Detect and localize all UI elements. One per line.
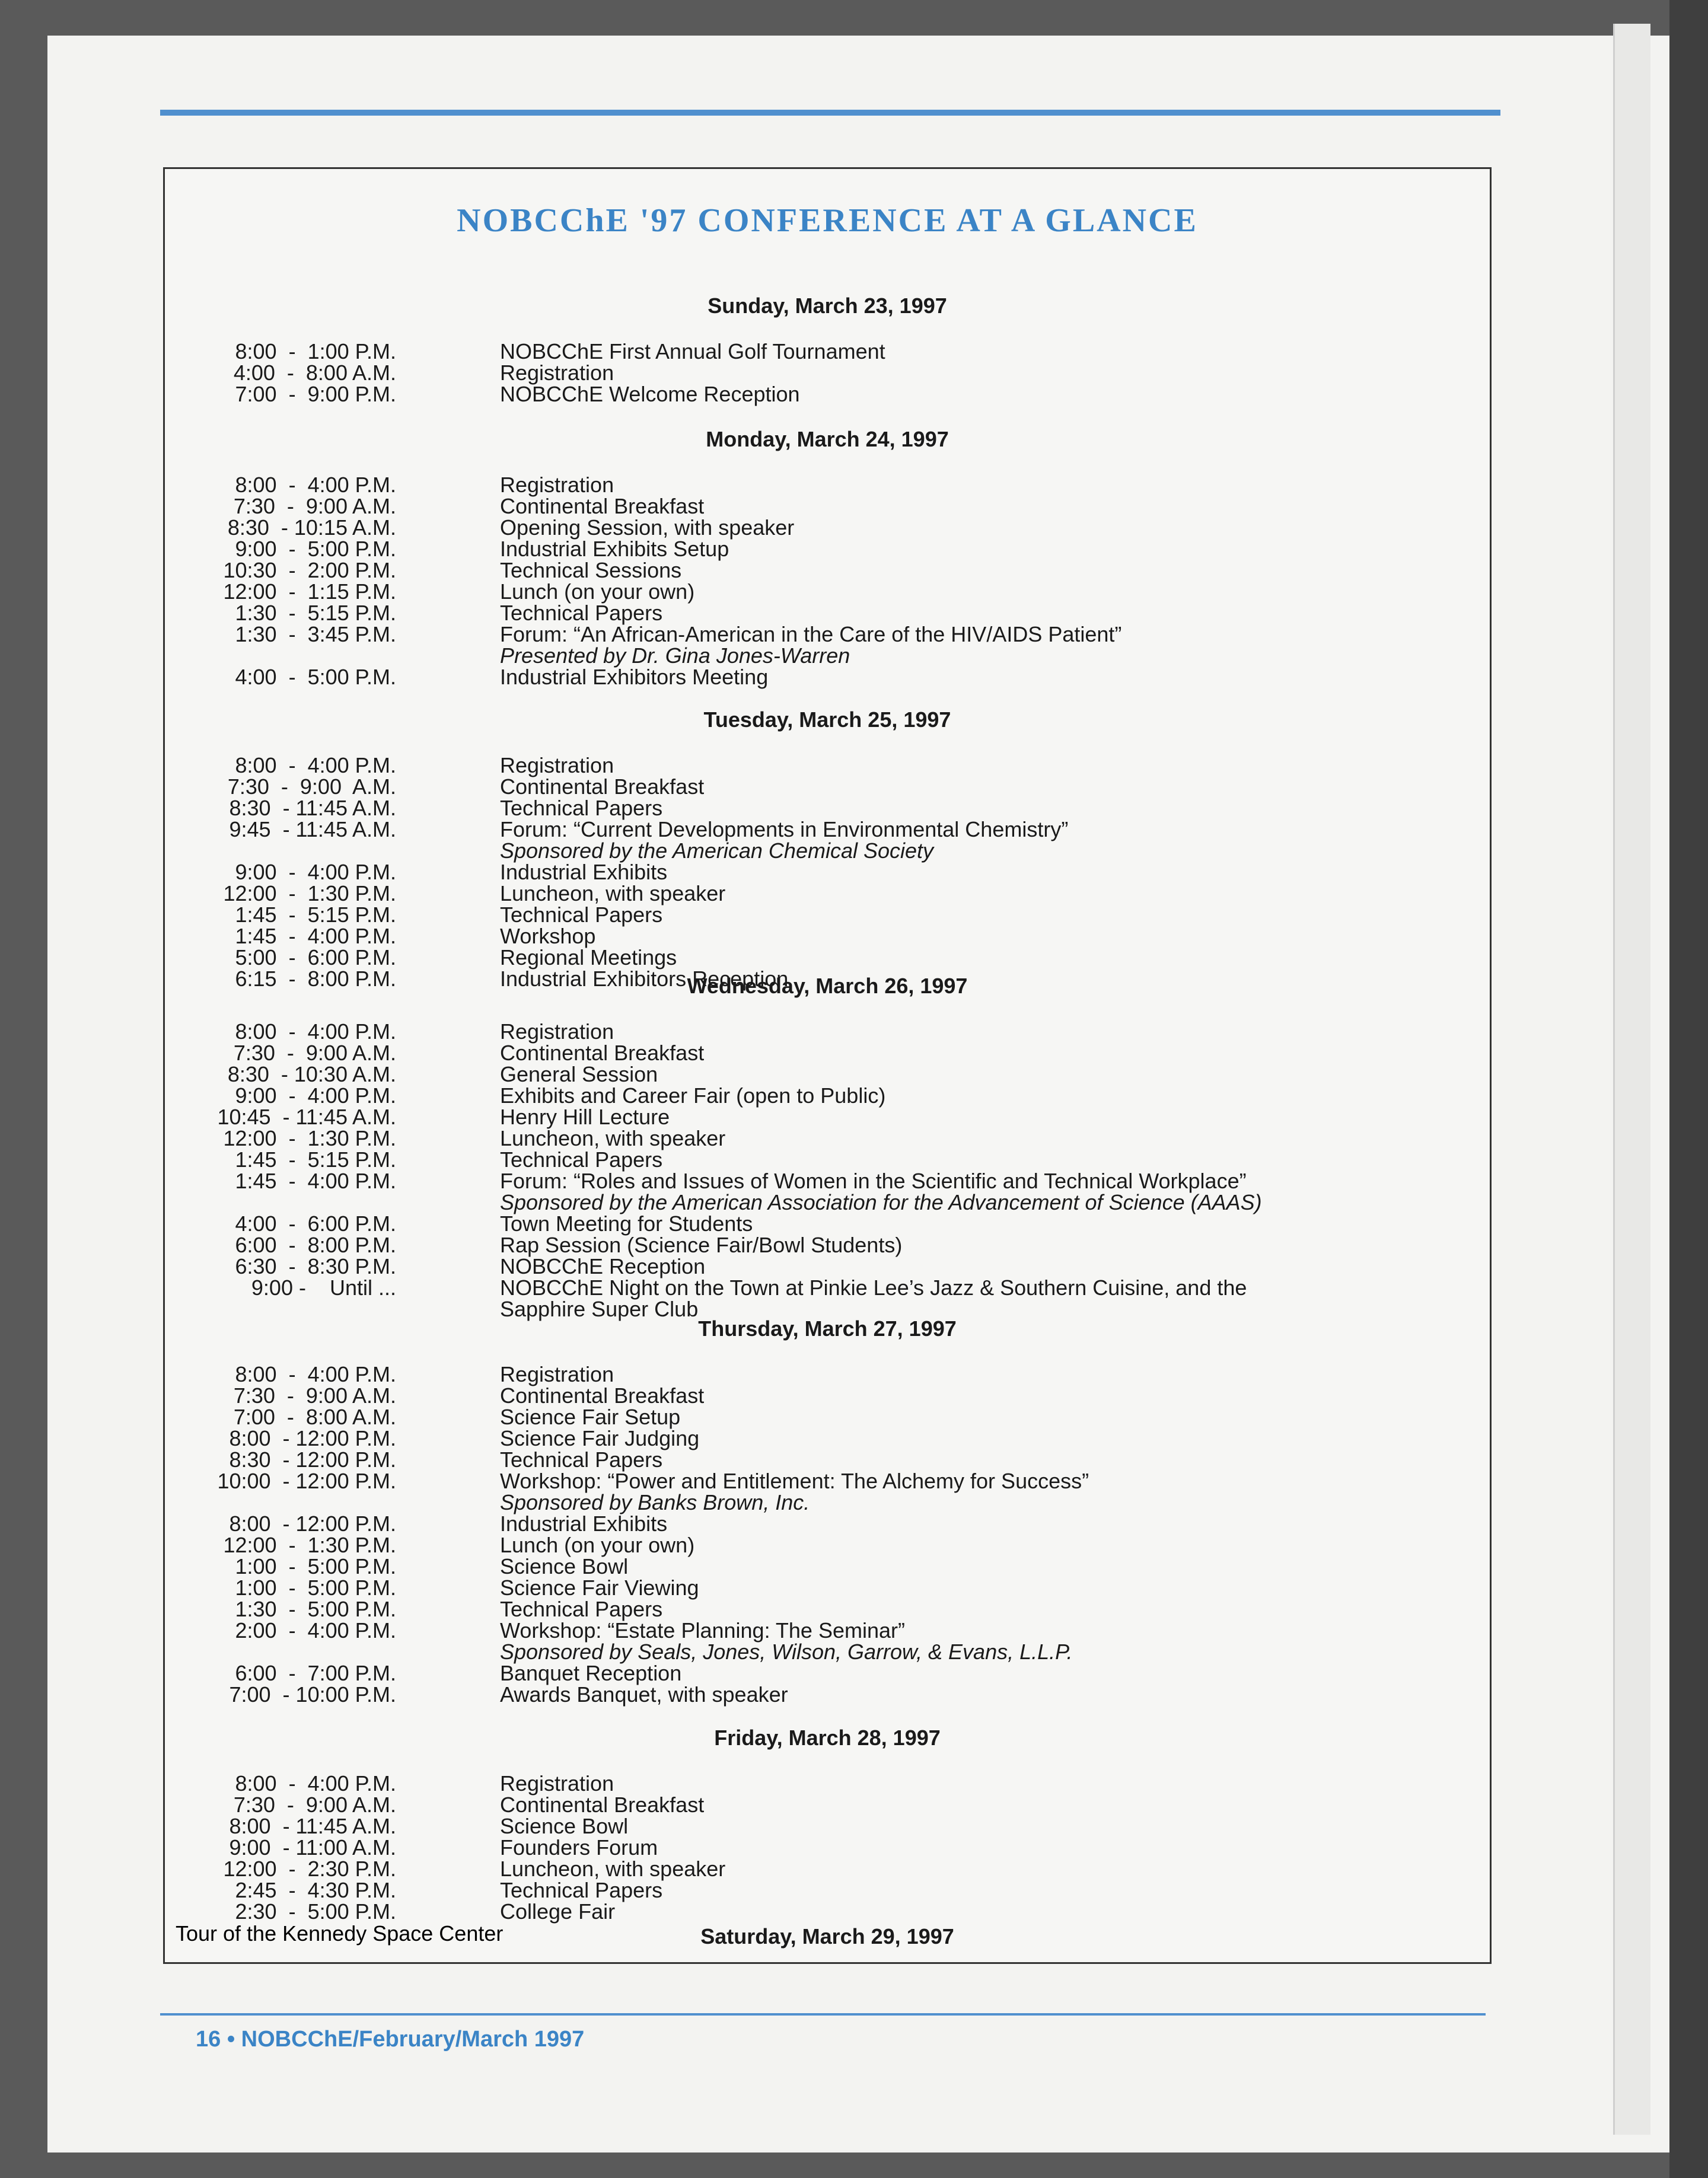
event-time: 1:45 - 4:00 P.M. [235, 1169, 396, 1193]
event-title: Registration [500, 1019, 614, 1044]
event-time: 12:00 - 1:30 P.M. [223, 1533, 396, 1557]
event-title: Founders Forum [500, 1835, 658, 1860]
event-time: 7:00 - 10:00 P.M. [229, 1682, 396, 1707]
saturday-note: Tour of the Kennedy Space Center [176, 1921, 504, 1946]
event-time: 1:45 - 5:15 P.M. [235, 1147, 396, 1172]
event-title: Industrial Exhibitors Reception [500, 967, 789, 991]
event-title: Science Fair Setup [500, 1405, 681, 1429]
event-title: NOBCChE Welcome Reception [500, 382, 800, 406]
day-heading: Wednesday, March 26, 1997 [687, 974, 968, 998]
event-title: Rap Session (Science Fair/Bowl Students) [500, 1233, 903, 1257]
event-time: 1:30 - 5:00 P.M. [235, 1597, 396, 1621]
event-title: Science Bowl [500, 1814, 629, 1838]
event-time: 8:00 - 4:00 P.M. [235, 1771, 396, 1796]
event-time: 1:45 - 5:15 P.M. [235, 903, 396, 927]
event-time: 2:30 - 5:00 P.M. [235, 1899, 396, 1924]
event-title: NOBCChE First Annual Golf Tournament [500, 339, 885, 363]
event-title: Awards Banquet, with speaker [500, 1682, 788, 1707]
event-time: 9:00 - 11:00 A.M. [229, 1835, 396, 1860]
event-title: Workshop [500, 924, 596, 948]
event-sponsor: Sponsored by Seals, Jones, Wilson, Garrow, & Evans, L.L.P. [500, 1640, 1073, 1664]
event-title: Exhibits and Career Fair (open to Public) [500, 1083, 886, 1108]
event-title: Registration [500, 1771, 614, 1796]
event-title: Registration [500, 1362, 614, 1386]
event-title: Forum: “Roles and Issues of Women in the Scientific and Technical Workplace” [500, 1169, 1247, 1193]
event-title: Registration [500, 361, 614, 385]
bottom-rule [160, 2013, 1486, 2016]
event-title: Forum: “Current Developments in Environmental Chemistry” [500, 817, 1069, 841]
event-title: NOBCChE Reception [500, 1254, 706, 1278]
schedule-content [165, 169, 1490, 1962]
event-sponsor: Presented by Dr. Gina Jones-Warren [500, 643, 850, 668]
event-time: 10:30 - 2:00 P.M. [223, 558, 396, 582]
event-time: 10:00 - 12:00 P.M. [217, 1469, 396, 1493]
event-title: Industrial Exhibitors Meeting [500, 665, 769, 689]
event-title: Industrial Exhibits [500, 1511, 668, 1536]
event-time: 7:30 - 9:00 A.M. [233, 1793, 396, 1817]
event-title: Continental Breakfast [500, 1041, 705, 1065]
event-title: Opening Session, with speaker [500, 515, 795, 540]
event-title: Workshop: “Estate Planning: The Seminar” [500, 1618, 905, 1643]
event-title-continued: Sapphire Super Club [500, 1297, 699, 1321]
event-time: 8:00 - 4:00 P.M. [235, 1019, 396, 1044]
event-title: General Session [500, 1062, 658, 1086]
event-time: 4:00 - 5:00 P.M. [235, 665, 396, 689]
event-sponsor: Sponsored by the American Association for the Advancement of Science (AAAS) [500, 1190, 1262, 1214]
event-time: 12:00 - 1:15 P.M. [223, 579, 396, 604]
event-title: Lunch (on your own) [500, 579, 695, 604]
event-title: Technical Papers [500, 1147, 663, 1172]
event-time: 12:00 - 1:30 P.M. [223, 1126, 396, 1150]
event-title: Technical Papers [500, 1447, 663, 1472]
event-time: 7:30 - 9:00 A.M. [233, 1383, 396, 1408]
day-heading: Thursday, March 27, 1997 [698, 1316, 957, 1341]
schedule-box [163, 167, 1492, 1964]
event-time: 8:00 - 12:00 P.M. [229, 1511, 396, 1536]
day-heading: Friday, March 28, 1997 [714, 1726, 941, 1750]
day-heading: Monday, March 24, 1997 [706, 427, 949, 451]
event-title: Banquet Reception [500, 1661, 682, 1685]
page-footer: 16 • NOBCChE/February/March 1997 [196, 2027, 585, 2052]
event-time: 6:30 - 8:30 P.M. [235, 1254, 396, 1278]
event-title: Science Fair Viewing [500, 1576, 699, 1600]
event-time: 8:00 - 4:00 P.M. [235, 1362, 396, 1386]
event-title: Registration [500, 473, 614, 497]
event-time: 8:30 - 10:30 A.M. [227, 1062, 396, 1086]
event-time: 9:00 - 4:00 P.M. [235, 1083, 396, 1108]
event-time: 5:00 - 6:00 P.M. [235, 945, 396, 970]
event-time: 4:00 - 6:00 P.M. [235, 1211, 396, 1236]
event-time: 1:00 - 5:00 P.M. [235, 1554, 396, 1579]
event-time: 9:45 - 11:45 A.M. [229, 817, 396, 841]
event-time: 6:00 - 8:00 P.M. [235, 1233, 396, 1257]
event-time: 8:00 - 4:00 P.M. [235, 473, 396, 497]
event-sponsor: Sponsored by Banks Brown, Inc. [500, 1490, 810, 1514]
event-title: Science Bowl [500, 1554, 629, 1579]
event-title: Luncheon, with speaker [500, 881, 726, 905]
day-heading: Tuesday, March 25, 1997 [703, 707, 951, 732]
event-time: 6:00 - 7:00 P.M. [235, 1661, 396, 1685]
event-title: Technical Sessions [500, 558, 682, 582]
event-title: Technical Papers [500, 1878, 663, 1902]
event-title: Workshop: “Power and Entitlement: The Alchemy for Success” [500, 1469, 1089, 1493]
event-title: Industrial Exhibits [500, 860, 668, 884]
page-title: NOBCChE '97 CONFERENCE AT A GLANCE [457, 202, 1198, 239]
event-time: 9:00 - 4:00 P.M. [235, 860, 396, 884]
event-time: 12:00 - 1:30 P.M. [223, 881, 396, 905]
event-time: 4:00 - 8:00 A.M. [233, 361, 396, 385]
event-title: College Fair [500, 1899, 616, 1924]
event-time: 8:00 - 4:00 P.M. [235, 753, 396, 777]
event-time: 8:00 - 11:45 A.M. [229, 1814, 396, 1838]
event-time: 10:45 - 11:45 A.M. [217, 1105, 396, 1129]
event-title: NOBCChE Night on the Town at Pinkie Lee’s Jazz & Southern Cuisine, and the [500, 1275, 1247, 1300]
event-time: 2:45 - 4:30 P.M. [235, 1878, 396, 1902]
event-title: Continental Breakfast [500, 774, 705, 799]
event-time: 2:00 - 4:00 P.M. [235, 1618, 396, 1643]
event-title: Luncheon, with speaker [500, 1857, 726, 1881]
event-title: Technical Papers [500, 903, 663, 927]
event-time: 1:45 - 4:00 P.M. [235, 924, 396, 948]
event-title: Industrial Exhibits Setup [500, 537, 729, 561]
event-time: 8:30 - 12:00 P.M. [229, 1447, 396, 1472]
event-title: Forum: “An African-American in the Care of the HIV/AIDS Patient” [500, 622, 1122, 646]
event-title: Town Meeting for Students [500, 1211, 753, 1236]
event-time: 8:30 - 10:15 A.M. [227, 515, 396, 540]
event-time: 7:00 - 9:00 P.M. [235, 382, 396, 406]
event-title: Lunch (on your own) [500, 1533, 695, 1557]
event-time: 7:30 - 9:00 A.M. [233, 494, 396, 518]
event-time: 8:30 - 11:45 A.M. [229, 796, 396, 820]
event-title: Technical Papers [500, 601, 663, 625]
event-time: 8:00 - 1:00 P.M. [235, 339, 396, 363]
event-time: 1:30 - 3:45 P.M. [235, 622, 396, 646]
event-title: Regional Meetings [500, 945, 677, 970]
event-title: Henry Hill Lecture [500, 1105, 670, 1129]
scan-background [1669, 0, 1708, 2178]
event-time: 6:15 - 8:00 P.M. [235, 967, 396, 991]
event-time: 7:30 - 9:00 A.M. [227, 774, 396, 799]
next-page-edge [1613, 24, 1650, 2135]
day-heading: Sunday, March 23, 1997 [708, 294, 947, 318]
event-title: Luncheon, with speaker [500, 1126, 726, 1150]
event-time: 12:00 - 2:30 P.M. [223, 1857, 396, 1881]
event-title: Continental Breakfast [500, 494, 705, 518]
event-title: Science Fair Judging [500, 1426, 700, 1450]
event-time: 9:00 - Until ... [251, 1275, 396, 1300]
event-title: Technical Papers [500, 1597, 663, 1621]
event-sponsor: Sponsored by the American Chemical Society [500, 838, 934, 863]
event-title: Registration [500, 753, 614, 777]
event-time: 8:00 - 12:00 P.M. [229, 1426, 396, 1450]
event-time: 9:00 - 5:00 P.M. [235, 537, 396, 561]
event-time: 7:00 - 8:00 A.M. [233, 1405, 396, 1429]
event-title: Technical Papers [500, 796, 663, 820]
event-time: 1:00 - 5:00 P.M. [235, 1576, 396, 1600]
top-rule [160, 110, 1500, 116]
event-title: Continental Breakfast [500, 1793, 705, 1817]
day-heading: Saturday, March 29, 1997 [700, 1924, 954, 1949]
event-time: 7:30 - 9:00 A.M. [233, 1041, 396, 1065]
event-title: Continental Breakfast [500, 1383, 705, 1408]
event-time: 1:30 - 5:15 P.M. [235, 601, 396, 625]
